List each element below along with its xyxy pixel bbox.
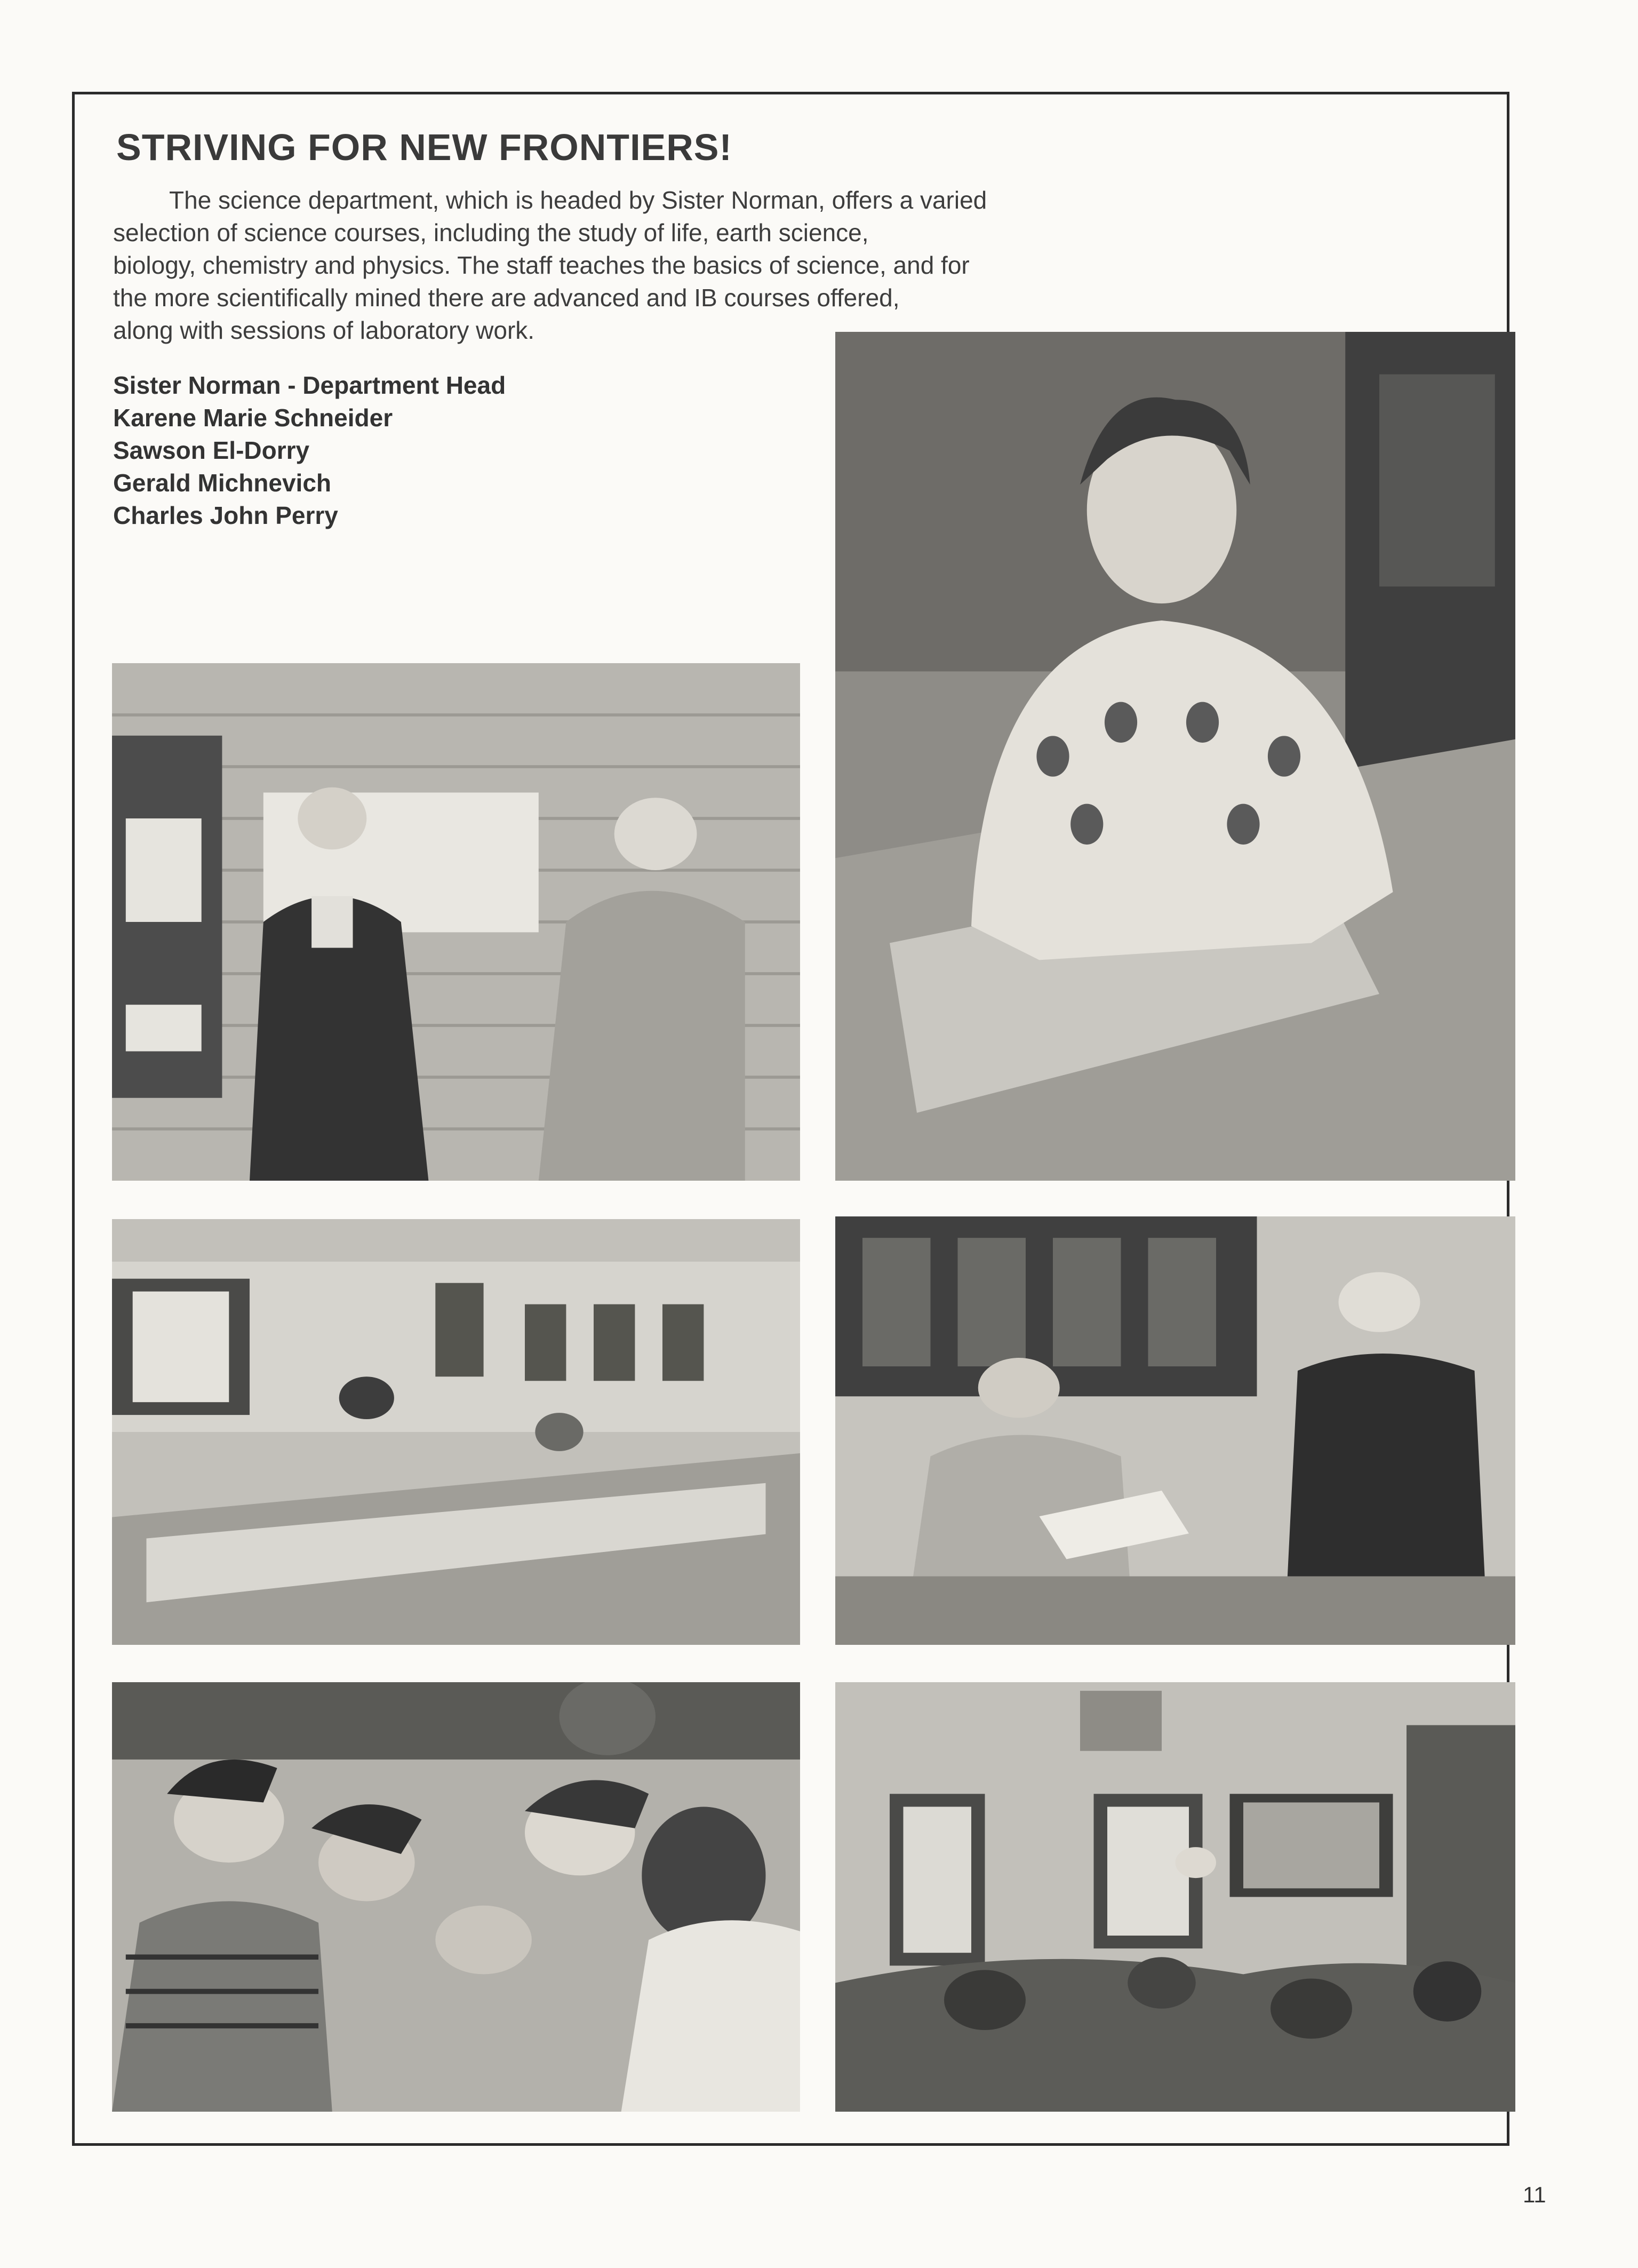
intro-line: the more scientifically mined there are advanced and IB courses offered, [113,284,900,312]
staff-name: Sister Norman - Department Head [113,371,506,399]
intro-line: The science department, which is headed by Sister Norman, offers a varied [169,186,987,214]
photo-two-men-talking [112,663,800,1181]
intro-paragraph [113,184,1180,347]
intro-line: selection of science courses, including the study of life, earth science, [113,219,869,246]
photo-two-teachers-desk [835,1216,1515,1645]
two-teachers-illustration [835,1216,1515,1645]
lab-classroom-illustration [112,1219,800,1645]
page-title: STRIVING FOR NEW FRONTIERS! [116,126,732,168]
staff-name: Karene Marie Schneider [113,404,393,432]
photo-lab-classroom [112,1219,800,1645]
photo-laughing-students [112,1682,800,2112]
staff-name: Gerald Michnevich [113,469,332,497]
classroom-students-illustration [835,1682,1515,2112]
woman-smiling-illustration [835,332,1515,1181]
staff-list [113,369,506,532]
laughing-students-illustration [112,1682,800,2112]
two-men-talking-illustration [112,663,800,1181]
photo-woman-smiling-sweater [835,332,1515,1181]
intro-line: biology, chemistry and physics. The staff teaches the basics of science, and for [113,251,970,279]
page-number: 11 [1523,2182,1546,2207]
staff-name: Charles John Perry [113,502,338,529]
intro-line: along with sessions of laboratory work. [113,316,535,344]
staff-name: Sawson El-Dorry [113,436,310,464]
photo-classroom-students [835,1682,1515,2112]
